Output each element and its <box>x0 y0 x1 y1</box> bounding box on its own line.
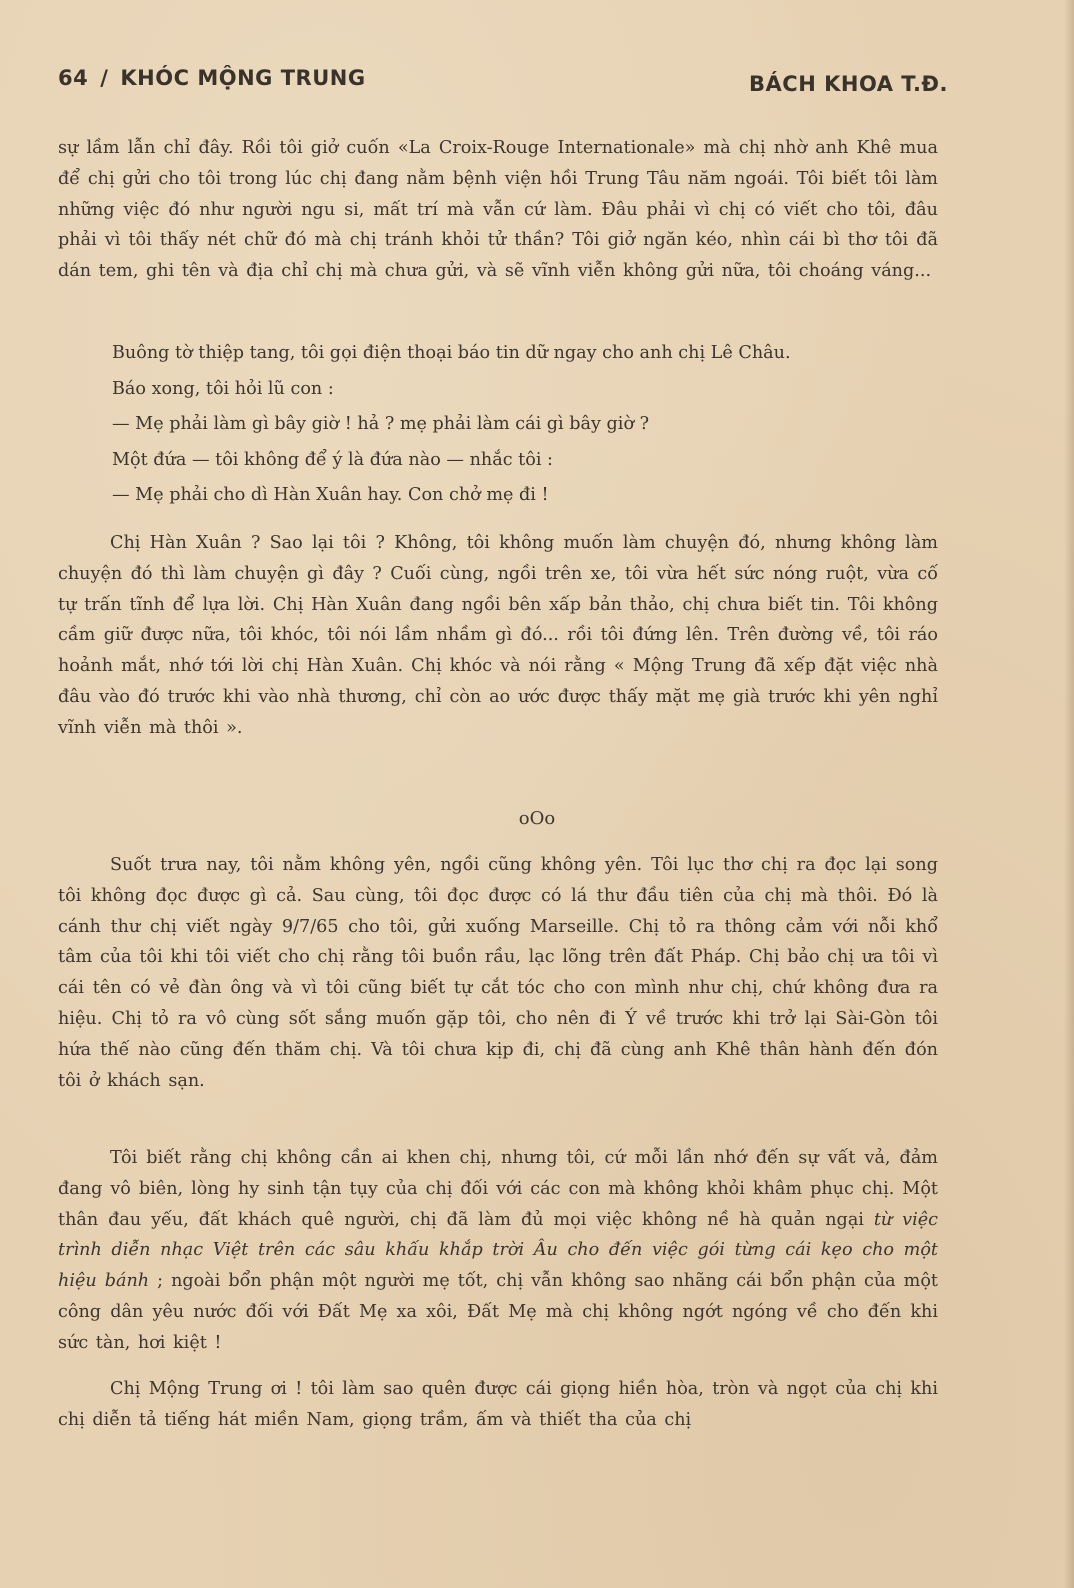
header-separator: / <box>100 66 109 90</box>
header-left <box>58 66 366 90</box>
paragraph-italic-text: từ việc trình diễn nhạc Việt trên các sâu khấu khắp trời Âu cho đến việc gói từng cái kẹo cho một hiệu bánh <box>58 1209 939 1292</box>
dialog-line: Báo xong, tôi hỏi lũ con : <box>112 379 334 399</box>
dialog-line: Buông tờ thiệp tang, tôi gọi điện thoại báo tin dữ ngay cho anh chị Lê Châu. <box>112 343 791 363</box>
paragraph: Chị Mộng Trung ơi ! tôi làm sao quên được cái giọng hiền hòa, tròn và ngọt của chị khi chị diễn tả tiếng hát miền Nam, giọng trầm, ấm và thiết tha của chị <box>58 1379 938 1430</box>
dialog-line: Một đứa — tôi không để ý là đứa nào — nhắc tôi : <box>112 450 553 470</box>
dialog-line: — Mẹ phải làm gì bây giờ ! hả ? mẹ phải làm cái gì bây giờ ? <box>112 414 650 434</box>
page-edge-shadow <box>1064 0 1074 1588</box>
paragraph: Suốt trưa nay, tôi nằm không yên, ngồi cũng không yên. Tôi lục thơ chị ra đọc lại song tôi không đọc được gì cả. Sau cùng, tôi đọc được có lá thư đầu tiên của chị mà thôi. Đó là cánh thư chị viết ngày 9/7/65 cho tôi, gửi xuống Marseille. Chị tỏ ra thông cảm với nỗi khổ tâm của tôi khi tôi viết cho chị rằng tôi buồn rầu, lạc lõng trên đất Pháp. Chị bảo chị ưa tôi vì cái tên có vẻ đàn ông và vì tôi cũng biết tự cắt tóc cho con mình như chị, chứ không đưa ra hiệu. Chị tỏ ra vô cùng sốt sắng muốn gặp tôi, cho nên đi Ý về trước khi trở lại Sài-Gòn tôi hứa thế nào cũng đến thăm chị. Và tôi chưa kịp đi, chị đã cùng anh Khê thân hành đến đón tôi ở khách sạn. <box>58 855 938 1091</box>
paragraph-continued: sự lầm lẫn chỉ đây. Rồi tôi giở cuốn «La Croix-Rouge Internationale» mà chị nhờ anh Khê mua để chị gửi cho tôi trong lúc chị đang nằm bệnh viện hồi Trung Tâu năm ngoái. Tôi biết tôi làm những việc đó như người ngu si, mất trí mà vẫn cứ làm. Đâu phải vì chị có viết cho tôi, đâu phải vì tôi thấy nét chữ đó mà chị tránh khỏi tử thần? Tôi giở ngăn kéo, nhìn cái bì thơ tôi đã dán tem, ghi tên và địa chỉ chị mà chưa gửi, và sẽ vĩnh viễn không gửi nữa, tôi choáng váng... <box>58 138 938 282</box>
page-number: 64 <box>58 66 89 90</box>
paragraph-mixed <box>58 1143 938 1359</box>
publication-name: BÁCH KHOA T.Đ. <box>749 72 948 96</box>
running-title: KHÓC MỘNG TRUNG <box>120 66 366 90</box>
page-header <box>58 66 948 100</box>
paragraph: Chị Hàn Xuân ? Sao lại tôi ? Không, tôi không muốn làm chuyện đó, nhưng không làm chuyện đó thì làm chuyện gì đây ? Cuối cùng, ngồi trên xe, tôi vừa hết sức nóng ruột, vừa cố tự trấn tĩnh để lựa lời. Chị Hàn Xuân đang ngồi bên xấp bản thảo, chị chưa biết tin. Tôi không cầm giữ được nữa, tôi khóc, tôi nói lầm nhầm gì đó... rồi tôi đứng lên. Trên đường về, tôi ráo hoảnh mắt, nhớ tới lời chị Hàn Xuân. Chị khóc và nói rằng « Mộng Trung đã xếp đặt việc nhà đâu vào đó trước khi vào nhà thương, chỉ còn ao ước được thấy mặt mẹ già trước khi yên nghỉ vĩnh viễn mà thôi ». <box>58 533 938 738</box>
section-break: oOo <box>518 808 556 829</box>
paragraph-text: Tôi biết rằng chị không cần ai khen chị, nhưng tôi, cứ mỗi lần nhớ đến sự vất vả, đảm đang vô biên, lòng hy sinh tận tụy của chị đối với các con mà không khỏi khâm phục chị. Một thân đau yếu, đất khách quê người, chị đã làm đủ mọi việc không nề hà quản ngại <box>58 1148 938 1230</box>
paragraph-text: ; ngoài bổn phận một người mẹ tốt, chị vẫn không sao nhãng cái bổn phận của một công dân yêu nước đối với Đất Mẹ xa xôi, Đất Mẹ mà chị không ngớt ngóng về cho đến khi sức tàn, hơi kiệt ! <box>58 1271 938 1353</box>
dialog-line: — Mẹ phải cho dì Hàn Xuân hay. Con chở mẹ đi ! <box>112 485 549 505</box>
